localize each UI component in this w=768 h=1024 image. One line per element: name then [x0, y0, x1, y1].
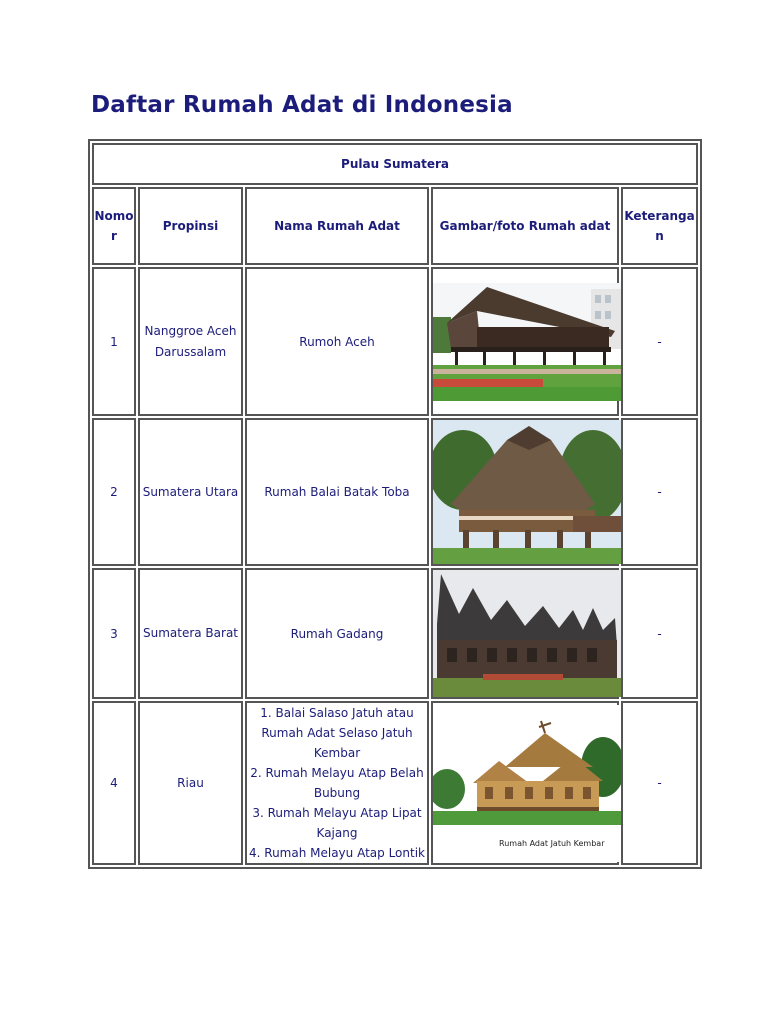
- batak-toba-photo: [433, 420, 621, 564]
- row-keterangan: -: [621, 267, 698, 416]
- header-nomor: Nomor: [92, 187, 136, 265]
- row-photo-cell: [431, 701, 619, 865]
- row-photo-cell: [431, 568, 619, 699]
- photo-caption: Rumah Adat Jatuh Kembar: [499, 838, 605, 848]
- island-header: Pulau Sumatera: [92, 143, 698, 185]
- row-propinsi: Sumatera Utara: [138, 418, 243, 566]
- list-item: 1. Balai Salaso Jatuh atau Rumah Adat Selaso Jatuh Kembar: [260, 706, 414, 760]
- row-nomor: 2: [92, 418, 136, 566]
- row-nama-rumah-adat: Rumah Gadang: [245, 568, 429, 699]
- island-row: [92, 143, 698, 185]
- row-nomor: 3: [92, 568, 136, 699]
- table-row: [92, 418, 698, 566]
- row-keterangan: -: [621, 701, 698, 865]
- page-title: Daftar Rumah Adat di Indonesia: [91, 92, 513, 118]
- row-photo-cell: [431, 418, 619, 566]
- rumoh-aceh-photo: [433, 283, 621, 401]
- header-propinsi: Propinsi: [138, 187, 243, 265]
- list-item: 3. Rumah Melayu Atap Lipat Kajang: [252, 806, 422, 840]
- row-propinsi: Sumatera Barat: [138, 568, 243, 699]
- header-gambar: Gambar/foto Rumah adat: [431, 187, 619, 265]
- header-keterangan: Keterangan: [621, 187, 698, 265]
- row-propinsi: Riau: [138, 701, 243, 865]
- row-nama-rumah-adat-list: [245, 701, 429, 865]
- list-item: 2. Rumah Melayu Atap Belah Bubung: [250, 766, 424, 800]
- rumah-gadang-photo: [433, 570, 621, 697]
- header-nama-rumah-adat: Nama Rumah Adat: [245, 187, 429, 265]
- row-keterangan: -: [621, 418, 698, 566]
- row-nomor: 4: [92, 701, 136, 865]
- row-nomor: 1: [92, 267, 136, 416]
- list-item: 4. Rumah Melayu Atap Lontik: [249, 846, 425, 860]
- header-row: [92, 187, 698, 265]
- row-propinsi: Nanggroe Aceh Darussalam: [138, 267, 243, 416]
- row-photo-cell: [431, 267, 619, 416]
- table-row: [92, 267, 698, 416]
- table-row: [92, 568, 698, 699]
- row-keterangan: -: [621, 568, 698, 699]
- rumah-adat-table: [88, 139, 702, 869]
- row-nama-rumah-adat: Rumoh Aceh: [245, 267, 429, 416]
- table-row: [92, 701, 698, 865]
- row-nama-rumah-adat: Rumah Balai Batak Toba: [245, 418, 429, 566]
